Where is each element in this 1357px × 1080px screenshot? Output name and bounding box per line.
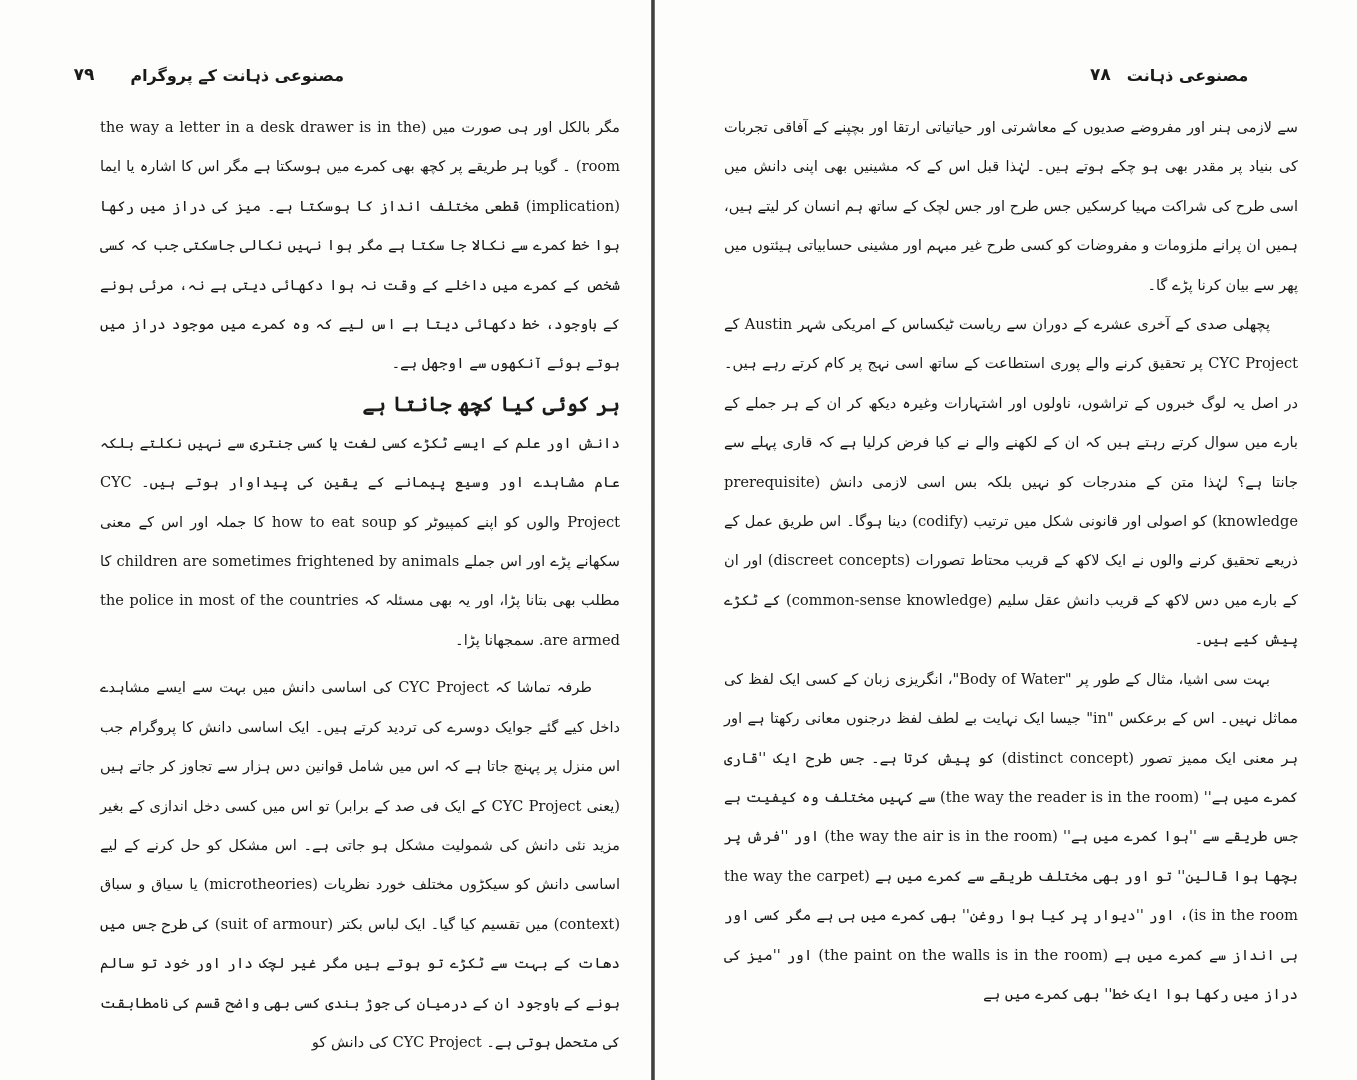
book-gutter [651, 0, 655, 1080]
left-page-body [100, 108, 620, 1062]
section-heading: ہر کوئی کیا کچھ جانتا ہے [362, 391, 620, 416]
right-page-header [1090, 60, 1248, 90]
paragraph: مگر بالکل اور ہی صورت میں (the way a letter in a desk drawer is in the room) ۔ گویا ہر طریقے پر کچھ بھی کمرے میں ہوسکتا ہے مگر اس کا اشارہ یا ایما (implication) قطعی مختلف انداز کا ہوسکتا ہے۔ میز کی دراز میں رکھا ہوا خط کمرے سے نکالا جا سکتا ہے مگر ہوا نہیں نکالی جاسکتی جب کہ کسی شخص کے کمرے میں داخلے کے وقت نہ ہوا دکھائی دیتی ہے نہ، مرئی ہونے کے باوجود، خط دکھائی دیتا ہے اس لیے کہ وہ کمرے میں موجود دراز میں ہوتے ہوئے آنکھوں سے اوجھل ہے۔ [100, 119, 620, 373]
page-number: ۷۸ [1090, 65, 1111, 85]
running-title: مصنوعی ذہانت کے پروگرام [130, 65, 344, 85]
paragraph: بہت سی اشیا، مثال کے طور پر "Body of Water"، انگریزی زبان کے کسی ایک لفظ کی مماثل نہیں۔ اس کے برعکس "in" جیسا ایک نہایت بے لطف لفظ درجنوں معانی رکھتا ہے اور ہر معنی ایک ممیز تصور (distinct concept) کو پیش کرتا ہے۔ جس طرح ایک ''قاری کمرے میں ہے'' (the way the reader is in the room) سے کہیں مختلف وہ کیفیت ہے جس طریقے سے ''ہوا کمرے میں ہے'' (the way the air is in the room) اور ''فرش پر بچھا ہوا قالین'' تو اور بھی مختلف طریقے سے کمرے میں ہے (the way the carpet is in the room)، اور ''دیوار پر کیا ہوا روغن'' بھی کمرے میں ہی ہے مگر کسی اور ہی انداز سے کمرے میں ہے (the paint on the walls is in the room) اور ''میز کی دراز میں رکھا ہوا ایک خط'' بھی کمرے میں ہے [724, 670, 1299, 1003]
page-number: ۷۹ [73, 65, 95, 85]
paragraph: پچھلی صدی کے آخری عشرے کے دوران سے ریاست ٹیکساس کے امریکی شہر Austin کے CYC Project پر تحقیق کرنے والے پوری استطاعت کے ساتھ اسی نہج پر کام کرتے رہے ہیں۔ در اصل یہ لوگ خبروں کے تراشوں، ناولوں اور اشتہارات وغیرہ دیکھ کر ان کے ہر جملے کے بارے میں سوال کرتے رہتے ہیں کہ ان کے لکھنے والے نے کیا فرض کرلیا ہے کہ قاری پہلے سے جانتا ہے؟ لہٰذا متن کے مندرجات کو نہیں بلکہ بس اسی لازمی دانش (prerequisite knowledge) کو اصولی اور قانونی شکل میں ترتیب (codify) دینا ہوگا۔ اس طریق عمل کے ذریعے تحقیق کرنے والوں نے ایک لاکھ کے قریب محتاط تصورات (discreet concepts) اور ان کے بارے میں دس لاکھ کے قریب دانش عقل سلیم (common-sense knowledge) کے ٹکڑے پیش کیے ہیں۔ [724, 316, 1299, 649]
paragraph: طرفہ تماشا کہ CYC Project کی اساسی دانش میں بہت سے ایسے مشاہدے داخل کیے گئے جوایک دوسرے کی تردید کرتے ہیں۔ ایک اساسی دانش کا پروگرام جب اس منزل پر پہنچ جاتا ہے کہ اس میں شامل قوانین دس ہزار سے تجاوز کر جاتے ہیں (یعنی CYC Project کے ایک فی صد کے برابر) تو اس میں کسی دخل اندازی کے بغیر مزید نئی دانش کی شمولیت مشکل ہو جاتی ہے۔ اس مشکل کو حل کرنے کے لیے اساسی دانش کو سیکڑوں مختلف خورد نظریات (microtheories) یا سیاق و سباق (context) میں تقسیم کیا گیا۔ ایک لباس بکتر (suit of armour) کی طرح جس میں دھات کے بہت سے ٹکڑے تو ہوتے ہیں مگر غیر لچک دار اور خود تو سالم ہونے کے باوجود ان کے درمیان کی جوڑ بندی کسی بھی واضح قسم کی نامطابقت کی متحمل ہوتی ہے۔ CYC Project کی دانش کو [100, 679, 621, 1051]
paragraph: دانش اور علم کے ایسے ٹکڑے کسی لغت یا کسی جنتری سے نہیں نکلتے بلکہ عام مشاہدے اور وسیع پیمانے کے یقین کی پیداوار ہوتے ہیں۔ CYC Project والوں کو اپنے کمپیوٹر کو how to eat soup کا جملہ اور اس کے معنی سکھانے پڑے اور اس جملے children are sometimes frightened by animals کا مطلب بھی بتانا پڑا، اور یہ بھی مسئلہ کہ the police in most of the countries are armed. سمجھانا پڑا۔ [100, 434, 621, 649]
right-page [656, 0, 1357, 1080]
paragraph: سے لازمی ہنر اور مفروضے صدیوں کے معاشرتی اور حیاتیاتی ارتقا اور بچپنے کے آفاقی تجربات کی بنیاد پر مقدر بھی ہو چکے ہوتے ہیں۔ لہٰذا قبل اس کے کہ مشینیں بھی اپنی دانش میں اسی طرح کی شراکت مہیا کرسکیں جس طرح اور جس لچک کے ساتھ ہم انسان کر لیتے ہیں، ہمیں ان پرانے ملزومات و مفروضات کو کسی طرح غیر مبہم اور مشینی حسابیاتی ہیئتوں میں پھر سے بیان کرنا پڑے گا۔ [724, 119, 1298, 294]
left-page [0, 0, 652, 1080]
running-title: مصنوعی ذہانت [1126, 65, 1249, 85]
right-page-body [724, 108, 1298, 1014]
left-page-header [74, 60, 344, 90]
